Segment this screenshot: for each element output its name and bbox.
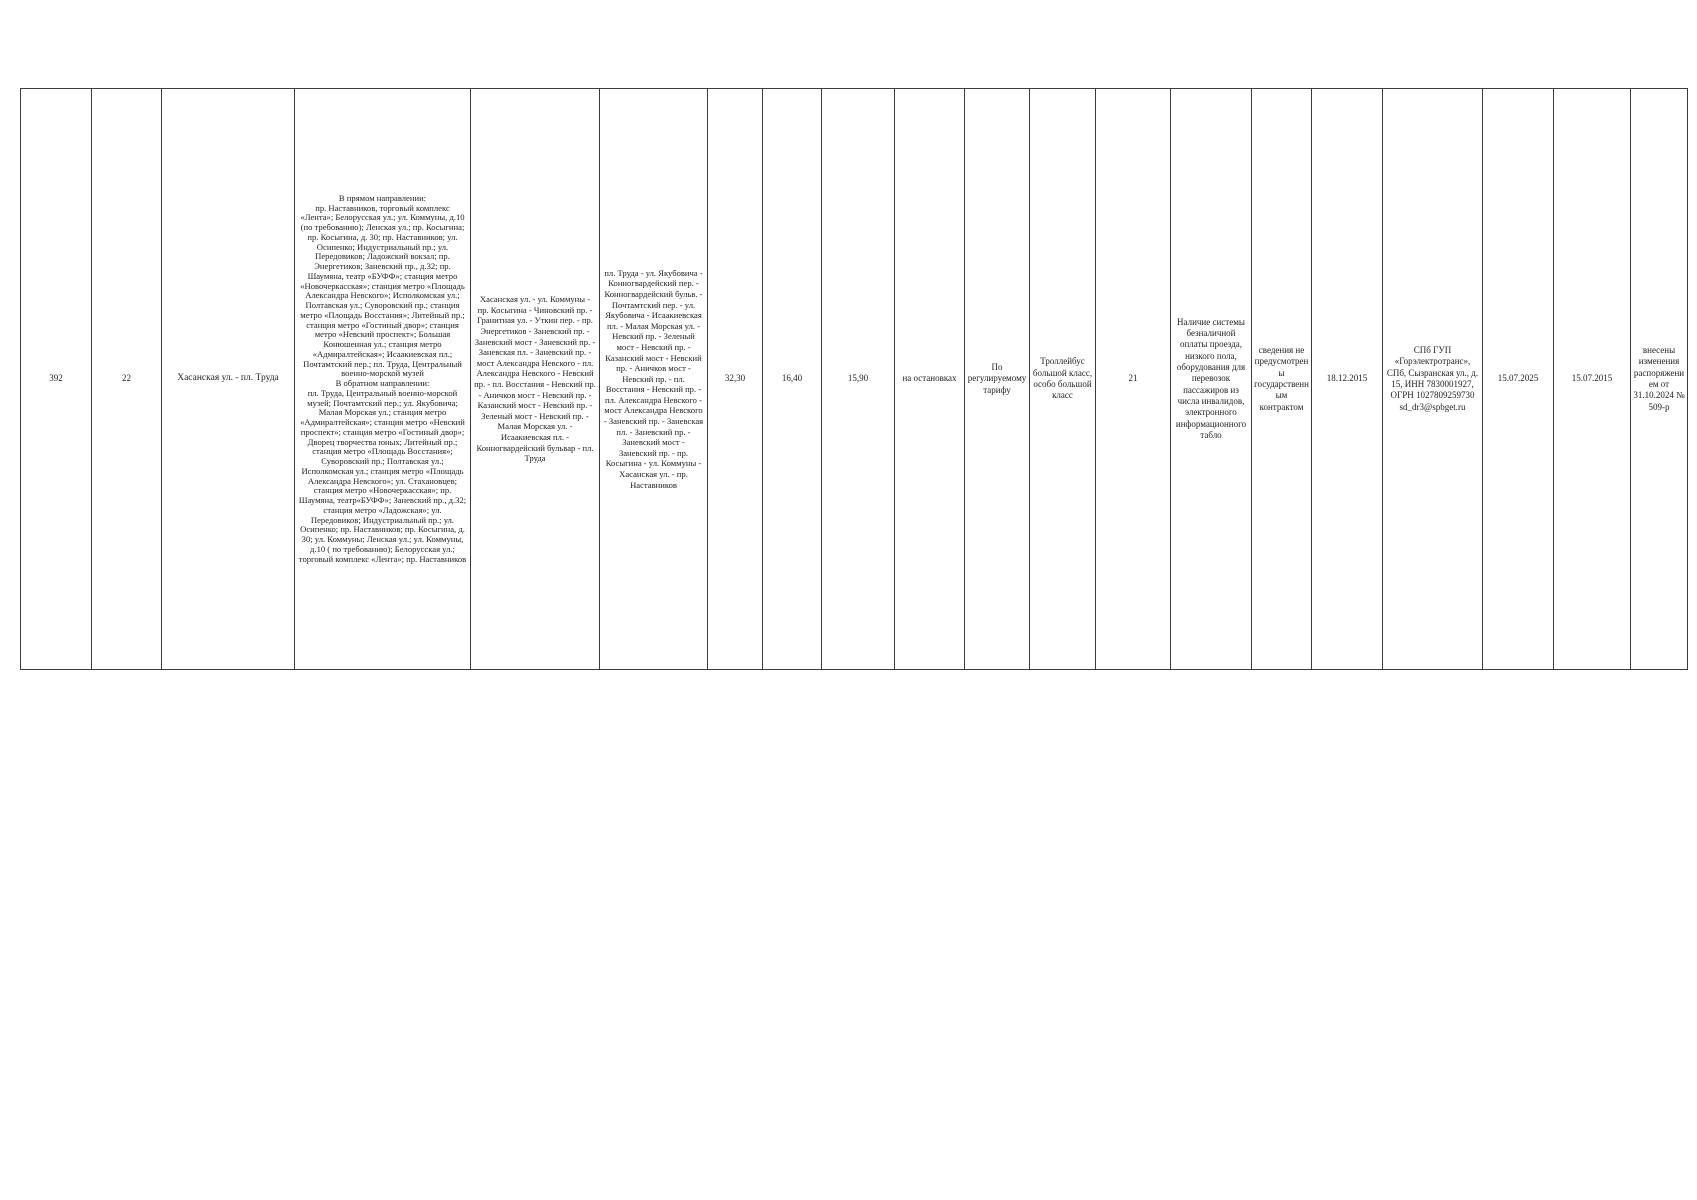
contract-cell: сведения не предусмотрены государственным контрактом [1252,89,1312,670]
vehicle-count-cell: 21 [1096,89,1171,670]
length-backward-cell: 16,40 [763,89,822,670]
stops-cell [295,89,471,670]
table-row [21,89,1688,670]
route-registry-table [20,88,1688,670]
length-other-cell: 15,90 [822,89,895,670]
stops-forward-header: В прямом направлении: [338,192,427,203]
stops-backward-header: В обратном направлении: [335,378,430,388]
tariff-cell: По регулируемому тарифу [965,89,1030,670]
route-name-cell: Хасанская ул. - пл. Труда [162,89,295,670]
stop-order-cell: на остановках [895,89,965,670]
streets-backward-cell: пл. Труда - ул. Якубовича - Конногвардейский пер. - Конногвардейский бульв. - Почтамтский пер. - ул. Якубовича - Исаакиевская пл. - Малая Морская ул. - Невский пр. - Зеленый мост - Невский пр. - Казанский мост - Невский пр. - Аничков мост - Невский пр. - пл. Восстания - Невский пр. - пл. Александра Невского - мост Александра Невского - Заневский пр. - Заневская пл. - Заневский пр. - Заневский мост - Заневский пр. - пр. Косыгина - ул. Коммуны - Хасанская ул. - пр. Наставников [600,89,708,670]
streets-forward-cell: Хасанская ул. - ул. Коммуны - пр. Косыгина - Чиновский пр. - Гранитная ул. - Уткин пер. - пр. Энергетиков - Заневский пр. - Заневский мост - Заневский пр. - Заневская пл. - Заневский пр. - мост Александра Невского - пл. Александра Невского - Невский пр. - пл. Восстания - Невский пр. - Аничков мост - Невский пр. - Казанский мост - Невский пр. - Зеленый мост - Невский пр. - Малая Морская ул. - Исаакиевская пл. - Конногвардейский бульвар - пл. Труда [471,89,600,670]
operator-cell: СПб ГУП «Горэлектротранс», СПб, Сызранская ул., д. 15, ИНН 7830001927, ОГРН 1027809259730 sd_dr3@spbget.ru [1383,89,1483,670]
length-forward-cell: 32,30 [708,89,763,670]
route-number-cell: 22 [92,89,162,670]
date-2-cell: 15.07.2015 [1554,89,1631,670]
stops-forward-text: пр. Наставников, торговый комплекс «Лента»; Белорусская ул.; ул. Коммуны, д.10 (по требованию); Ленская ул.; пр. Косыгина; пр. Косыгина, д. 30; пр. Наставников; ул. Осипенко; Индустриальный пр.; ул. Передовиков; Ладожский вокзал; пр. Энергетиков; Заневский пр., д.32; пр. Шаумяна, театр «БУФФ»; станция метро «Новочеркасская»; станция метро «Площадь Александра Невского»; Исполкомская ул.; Полтавская ул.; Суворовский пр.; станция метро «Площадь Восстания»; Литейный пр.; станция метро «Гостиный двор»; станция метро «Невский проспект»; Большая Конюшенная ул.; станция метро «Адмиралтейская»; Исаакиевская пл.; Почтамтский пер.; пл. Труда, Центральный военно-морской музей [300,202,465,379]
stops-backward-text: пл. Труда, Центральный военно-морской музей; Почтамтский пер.; ул. Якубовича; Малая Морская ул.; станция метро «Адмиралтейская»; станция метро «Невский проспект»; станция метро «Гостиный двор»; Дворец творчества юных; Литейный пр.; станция метро «Площадь Восстания»; Суворовский пр.; Полтавская ул.; Исполкомская ул.; станция метро «Площадь Александра Невского»; ул. Стахановцев; станция метро «Новочеркасская»; пр. Шаумяна, театр«БУФФ»; Заневский пр., д.32; станция метро «Ладожская»; ул. Передовиков; Индустриальный пр.; ул. Осипенко; пр. Наставников; пр. Косыгина, д. 30; ул. Коммуны; Ленская ул.; ул. Коммуны, д.10 ( по требованию); Белорусская ул.; торговый комплекс «Лента»; пр. Наставников [298,387,467,564]
reg-number-cell: 392 [21,89,92,670]
features-cell: Наличие системы безналичной оплаты проезда, низкого пола, оборудования для перевозок пассажиров из числа инвалидов, электронного информационного табло [1171,89,1252,670]
vehicle-cell: Троллейбус большой класс, особо большой класс [1030,89,1096,670]
start-date-cell: 18.12.2015 [1312,89,1383,670]
date-1-cell: 15.07.2025 [1483,89,1554,670]
changes-cell: внесены изменения распоряжением от 31.10.2024 № 509-р [1631,89,1688,670]
